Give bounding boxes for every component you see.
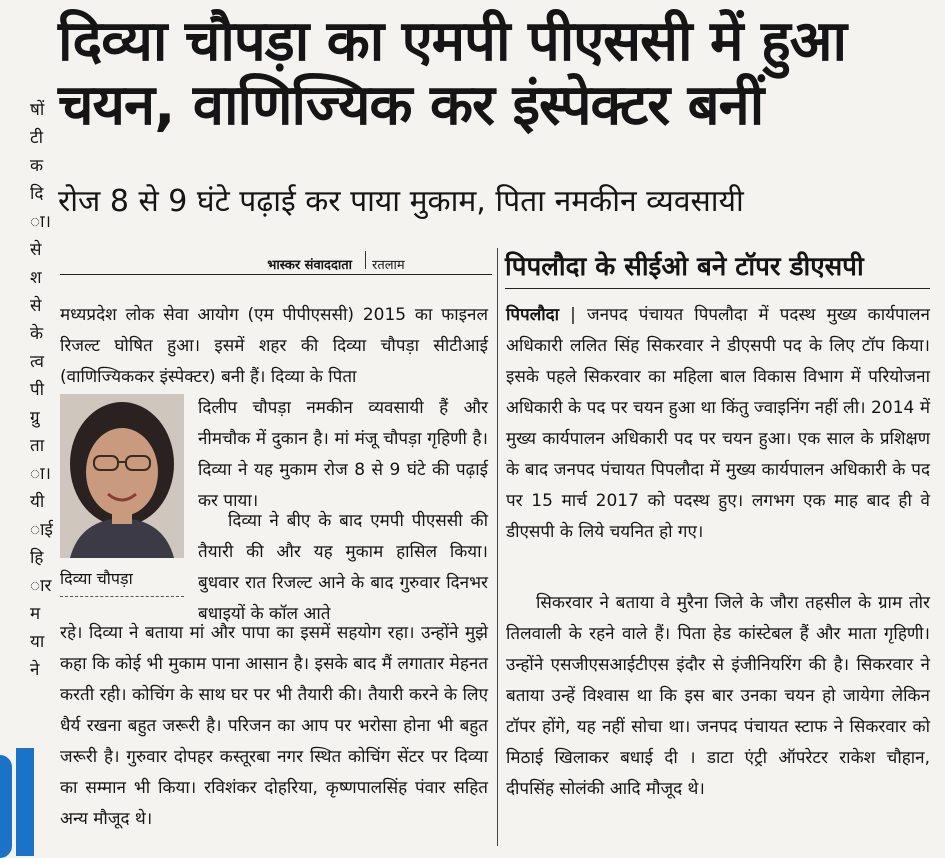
left-article-intro: मध्यप्रदेश लोक सेवा आयोग (एम पीपीएससी) 2015 का फाइनल रिजल्ट घोषित हुआ। इसमें शहर की दिव्या चौपड़ा सीटीआई (वाणिज्यिककर इंस्पेक्टर) बनी हैं। दिव्या के पिता bbox=[60, 305, 488, 387]
logo-fragment bbox=[0, 755, 12, 858]
right-article-para-1-text: जनपद पंचायत पिपलौदा में पदस्थ मुख्य कार्यपालन अधिकारी ललित सिंह सिकरवार ने डीएसपी पद के लिए टॉप किया। इसके पहले सिकरवार का महिला बाल विकास विभाग में परियोजना अधिकारी के पद पर चयन हुआ था किंतु ज्वाइनिंग नहीं ली। 2014 में मुख्य कार्यपालन अधिकारी पद पर चयन हुआ। एक साल के प्रशिक्षण के बाद जनपद पंचायत पिपलौदा में मुख्य कार्यपालन अधिकारी के पद पर 15 मार्च 2017 को पदस्थ हुए। लगभग एक माह बाद ही वे डीएसपी के लिये चयनित हो गए। bbox=[506, 305, 930, 542]
portrait-photo bbox=[60, 394, 184, 558]
edge-fragment-13: ा। bbox=[30, 464, 51, 484]
edge-fragment-14: यी bbox=[30, 492, 45, 512]
headline: दिव्या चौपड़ा का एमपी पीएससी में हुआ चयन, वाणिज्यिक कर इंस्पेक्टर बनीं bbox=[58, 9, 846, 138]
edge-fragment-3: दि bbox=[30, 184, 44, 204]
edge-fragment-9: त्व bbox=[30, 352, 44, 372]
left-article-rest: रहे। दिव्या ने बताया मां और पापा का इसमें सहयोग रहा। उन्होंने मुझे कहा कि कोई भी मुकाम पाना आसान है। इसके बाद मैं लगातार मेहनत करती रही। कोचिंग के साथ घर पर भी तैयारी की। तैयारी करने के लिए धैर्य रखना बहुत जरूरी है। परिजन का आप पर भरोसा होना भी बहुत जरूरी है। गुरुवार दोपहर कस्तूरबा नगर स्थित कोचिंग सेंटर पर दिव्या का सम्मान भी किया। रविशंकर दोहरिया, कृष्णपालसिंह पंवार सहित अन्य मौजूद थे। bbox=[60, 623, 488, 829]
column-divider bbox=[497, 248, 498, 846]
right-article-dateline: पिपलौदा bbox=[506, 305, 560, 325]
portrait-illustration bbox=[60, 394, 184, 558]
caption-rule bbox=[60, 596, 184, 597]
edge-fragment-20: ने bbox=[30, 660, 40, 680]
edge-fragment-19: या bbox=[30, 632, 45, 652]
edge-fragment-5: से bbox=[30, 240, 42, 260]
subheadline: रोज 8 से 9 घंटे पढ़ाई कर पाया मुकाम, पिता नमकीन व्यवसायी bbox=[58, 184, 744, 219]
edge-fragment-0: षों bbox=[30, 100, 45, 120]
edge-fragment-12: ता bbox=[30, 436, 45, 456]
edge-fragment-10: पी bbox=[30, 380, 45, 400]
byline-place: रतलाम bbox=[372, 258, 405, 273]
edge-fragment-6: श bbox=[30, 268, 42, 288]
right-article-para-2: सिकरवार ने बताया वे मुरैना जिले के जौरा तहसील के ग्राम तोर तिलवाली के रहने वाले हैं। पिता हेड कांस्टेबल हैं और माता गृहिणी। उन्होंने एसजीएसआईटीएस इंदौर से इंजीनियरिंग की है। सिकरवार ने बताया उन्हें विश्वास था कि इस बार उनका चयन हो जायेगा लेकिन टॉपर होंगे, यह नहीं सोचा था। जनपद पंचायत स्टाफ ने सिकरवार को मिठाई खिलाकर बधाई दी । डाटा एंट्री ऑपरेटर राकेश चौहान, दीपसिंह सोलंकी आदि मौजूद थे। bbox=[506, 593, 930, 799]
edge-fragment-16: हि bbox=[30, 548, 44, 568]
right-article-para-1: पिपलौदा | जनपद पंचायत पिपलौदा में पदस्थ मुख्य कार्यपालन अधिकारी ललित सिंह सिकरवार ने डीएसपी पद के लिए टॉप किया। इसके पहले सिकरवार का महिला बाल विकास विभाग में परियोजना अधिकारी के पद पर चयन हुआ था किंतु ज्वाइनिंग नहीं ली। 2014 में मुख्य कार्यपालन अधिकारी पद पर चयन हुआ। एक साल के प्रशिक्षण के बाद जनपद पंचायत पिपलौदा में मुख्य कार्यपालन अधिकारी के पद पर 15 मार्च 2017 को पदस्थ हुए। लगभग एक माह बाद ही वे डीएसपी के लिये चयनित हो गए। bbox=[506, 305, 930, 542]
edge-fragment-8: के bbox=[30, 324, 44, 344]
byline-name: भास्कर संवाददाता bbox=[267, 258, 352, 273]
byline bbox=[60, 246, 492, 275]
edge-fragment-4: ा। bbox=[30, 212, 51, 232]
adjacent-column-fragment bbox=[0, 100, 53, 700]
logo-bar-fragment bbox=[16, 748, 34, 856]
left-article-beside-photo-1: दिलीप चौपड़ा नमकीन व्यवसायी हैं और नीमचौक में दुकान है। मां मंजू चौपड़ा गृहिणी है। दिव्या ने यह मुकाम रोज 8 से 9 घंटे की पढ़ाई कर पाया। bbox=[198, 398, 488, 511]
edge-fragment-18: म bbox=[30, 604, 41, 624]
left-article-beside-photo-2: दिव्या ने बीए के बाद एमपी पीएससी की तैयारी की और यह मुकाम हासिल किया। बुधवार रात रिजल्ट आने के बाद गुरुवार दिनभर बधाइयों के कॉल आते bbox=[198, 511, 488, 624]
edge-fragment-2: क bbox=[30, 156, 44, 176]
byline-separator bbox=[365, 251, 366, 269]
photo-caption: दिव्या चौपड़ा bbox=[60, 569, 133, 588]
edge-fragment-11: ग्रु bbox=[30, 408, 40, 428]
edge-fragment-7: से bbox=[30, 296, 42, 316]
edge-fragment-17: ार bbox=[30, 576, 52, 596]
edge-fragment-1: टी bbox=[30, 128, 43, 148]
edge-fragment-15: ाई bbox=[30, 520, 53, 540]
right-article-heading: पिपलौदा के सीईओ बने टॉपर डीएसपी bbox=[505, 248, 930, 289]
